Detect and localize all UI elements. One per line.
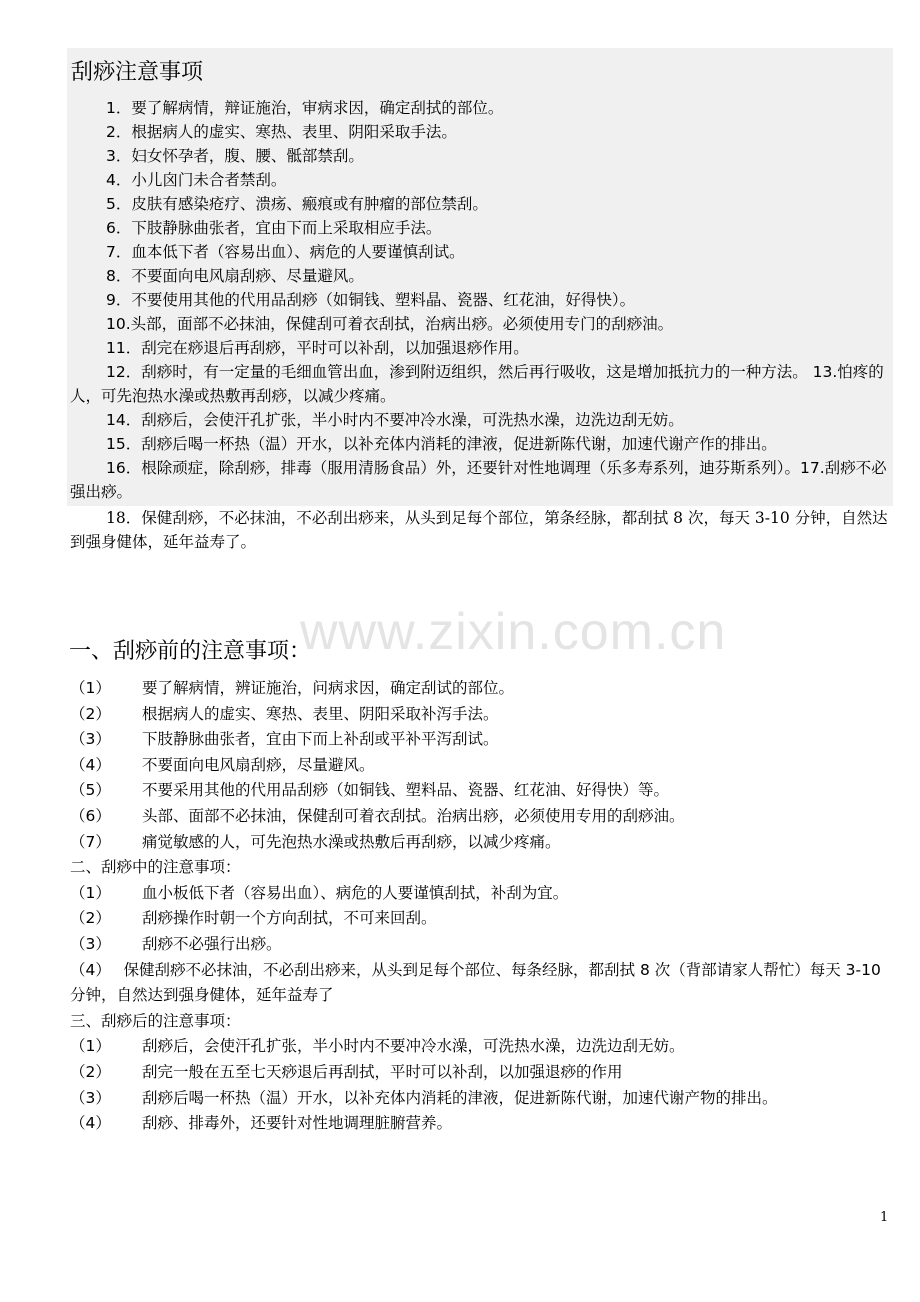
list-item: 1．要了解病情，辩证施治，审病求因，确定刮拭的部位。 <box>106 99 504 117</box>
item-number: （3） <box>70 1088 111 1107</box>
list-item: 15．刮痧后喝一杯热（温）开水，以补充体内消耗的津液，促进新陈代谢，加速代谢产作的排出。 <box>106 435 777 453</box>
item-text: 不要面向电风扇刮痧，尽量避风。 <box>142 755 375 774</box>
item-number: （1） <box>70 679 111 697</box>
list-item <box>70 753 892 779</box>
item-number: （6） <box>70 806 111 825</box>
item-text: 要了解病情，辨证施治，问病求因，确定刮试的部位。 <box>142 679 515 697</box>
item-text: 下肢静脉曲张者，宜由下而上补刮或平补平泻刮试。 <box>142 730 499 749</box>
list-item: 11．刮完在痧退后再刮痧，平时可以补刮，以加强退痧作用。 <box>106 339 529 357</box>
list-item <box>70 881 892 907</box>
list-item: 9．不要使用其他的代用品刮痧（如铜钱、塑料晶、瓷器、红花油，好得快）。 <box>106 291 636 309</box>
list-item: 12．刮痧时，有一定量的毛细血管出血，渗到附迈组织，然后再行吸收，这是增加抵抗力的一种方法。 13.怕疼的人，可先泡热水澡或热敷再刮痧，以减少疼痛。 <box>70 363 884 405</box>
item-text: 不要采用其他的代用品刮痧（如铜钱、塑料品、瓷器、红花油、好得快）等。 <box>142 781 670 800</box>
list-item: 4．小儿囟门未合者禁刮。 <box>106 171 287 189</box>
list-item <box>70 702 892 728</box>
sections-body <box>70 676 892 1137</box>
list-item: （4） 保健刮痧不必抹油，不必刮出痧来，从头到足每个部位、每条经脉，都刮拭 8 次（背部请家人帮忙）每天 3-10 分钟，自然达到强身健体，延年益寿了 <box>70 960 881 1005</box>
item-text: 刮痧后，会使汗孔扩张，半小时内不要冲冷水澡，可洗热水澡，边洗边刮无妨。 <box>142 1037 685 1056</box>
list-item: 2．根据病人的虚实、寒热、表里、阴阳采取手法。 <box>106 123 457 141</box>
item-text: 根据病人的虚实、寒热、表里、阴阳采取补泻手法。 <box>142 704 499 723</box>
list-item: 16．根除顽症，除刮痧，排毒（服用清肠食品）外，还要针对性地调理（乐多寿系列，迪芬斯系列）。17.刮痧不必强出痧。 <box>70 459 887 501</box>
list-item <box>70 778 892 804</box>
item-text: 刮完一般在五至七天痧退后再刮拭，平时可以补刮，以加强退痧的作用 <box>142 1062 623 1081</box>
section-heading-after: 三、刮痧后的注意事项： <box>70 1011 241 1030</box>
list-item: 6．下肢静脉曲张者，宜由下而上采取相应手法。 <box>106 219 442 237</box>
list-item-final: 18．保健刮痧，不必抹油，不必刮出痧来，从头到足每个部位，第条经脉，都刮拭 8 次，每天 3-10 分钟，自然达到强身健体，延年益寿了。 <box>70 509 888 551</box>
item-number: （7） <box>70 832 111 851</box>
item-text: 痛觉敏感的人，可先泡热水澡或热敷后再刮痧，以减少疼痛。 <box>142 832 561 851</box>
item-number: （2） <box>70 1062 111 1081</box>
list-item <box>70 1060 892 1086</box>
section-heading-before: 一、刮痧前的注意事项： <box>69 639 312 664</box>
item-text: 刮痧不必强行出痧。 <box>142 934 282 953</box>
list-item <box>70 906 892 932</box>
item-number: （4） <box>70 1114 111 1133</box>
list-item <box>70 804 892 830</box>
watermark: www.zixin.com.cn <box>300 603 727 661</box>
list-item: 5．皮肤有感染疮疗、溃疡、瘢痕或有肿瘤的部位禁刮。 <box>106 195 488 213</box>
item-number: （5） <box>70 781 111 800</box>
list-item: 14．刮痧后，会使汗孔扩张，半小时内不要冲冷水澡，可洗热水澡，边洗边刮无妨。 <box>106 411 684 429</box>
list-item: 8．不要面向电风扇刮痧、尽量避风。 <box>106 267 364 285</box>
item-number: （2） <box>70 909 111 928</box>
item-text: 头部、面部不必抹油，保健刮可着衣刮拭。治病出痧，必须使用专用的刮痧油。 <box>142 806 685 825</box>
page-number: 1 <box>880 1210 889 1225</box>
list-item <box>70 727 892 753</box>
item-text: 血小板低下者（容易出血）、病危的人要谨慎刮拭，补刮为宜。 <box>142 883 569 902</box>
list-item <box>70 1034 892 1060</box>
list-item <box>70 676 892 702</box>
list-item: 3．妇女怀孕者，腹、腰、骶部禁刮。 <box>106 147 364 165</box>
list-item <box>70 1086 892 1112</box>
item-number: （3） <box>70 934 111 953</box>
item-number: （1） <box>70 1037 111 1056</box>
list-item <box>70 1111 892 1137</box>
list-item <box>70 932 892 958</box>
document-title: 刮痧注意事项 <box>71 60 204 85</box>
list-item: 7．血本低下者（容易出血）、病危的人要谨慎刮试。 <box>106 243 465 261</box>
section-heading-during: 二、刮痧中的注意事项： <box>70 858 241 877</box>
list-item: 10.头部，面部不必抹油，保健刮可着衣刮拭，治病出痧。必须使用专门的刮痧油。 <box>106 315 674 333</box>
item-number: （4） <box>70 755 111 774</box>
item-text: 刮痧操作时朝一个方向刮拭，不可来回刮。 <box>142 909 437 928</box>
item-number: （1） <box>70 883 111 902</box>
item-number: （3） <box>70 730 111 749</box>
item-number: （2） <box>70 704 111 723</box>
list-item <box>70 830 892 856</box>
item-text: 刮痧、排毒外，还要针对性地调理脏腑营养。 <box>142 1114 453 1133</box>
precautions-list <box>70 96 892 504</box>
item-text: 刮痧后喝一杯热（温）开水，以补充体内消耗的津液，促进新陈代谢，加速代谢产物的排出。 <box>142 1088 778 1107</box>
